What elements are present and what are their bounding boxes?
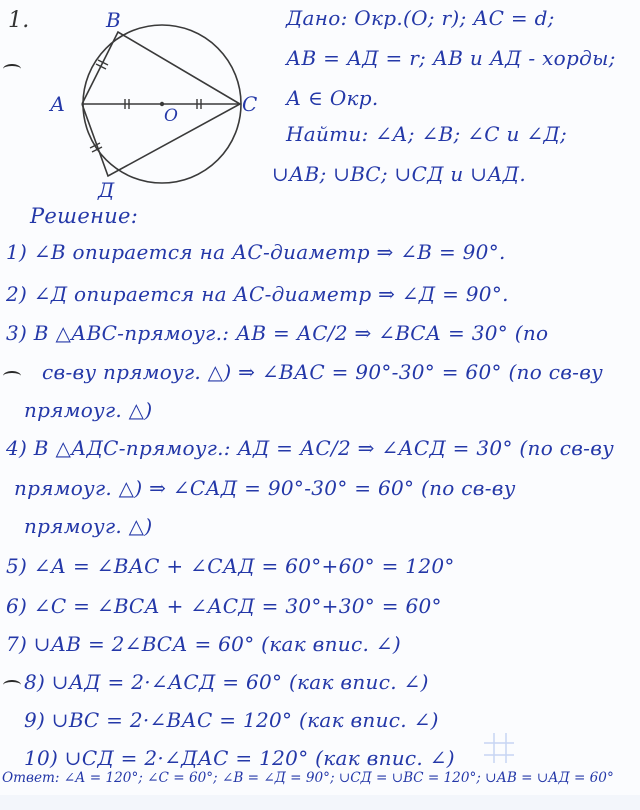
solution-step-4-cont: прямоуг. △) ⇒ ∠САД = 90°-30° = 60° (по св-ву — [14, 476, 516, 500]
given-line-3: А ∈ Окр. — [286, 86, 379, 110]
find-line-1: Найти: ∠А; ∠В; ∠С и ∠Д; — [286, 122, 568, 146]
find-line-2: ∪АВ; ∪ВС; ∪СД и ∪АД. — [272, 162, 526, 186]
point-label-a: А — [50, 92, 66, 116]
solution-heading: Решение: — [30, 204, 139, 228]
solution-step-3: 3) В △АВС-прямоуг.: АВ = АС/2 ⇒ ∠ВСА = 30° (по — [6, 321, 549, 345]
point-label-c: С — [242, 92, 258, 116]
solution-step-8: 8) ∪АД = 2·∠АСД = 60° (как впис. ∠) — [24, 670, 429, 694]
given-line-1: Дано: Окр.(О; r); АС = d; — [286, 6, 555, 30]
solution-step-2: 2) ∠Д опирается на АС-диаметр ⇒ ∠Д = 90°. — [6, 282, 509, 306]
given-line-2: АВ = АД = r; АВ и АД - хорды; — [286, 46, 616, 70]
answer-line: Ответ: ∠А = 120°; ∠С = 60°; ∠В = ∠Д = 90°; ∪СД = ∪ВС = 120°; ∪АВ = ∪АД = 60° — [2, 770, 614, 786]
solution-step-3-cont: св-ву прямоуг. △) ⇒ ∠ВАС = 90°-30° = 60° (по св-ву — [42, 360, 604, 384]
solution-step-7: 7) ∪АВ = 2∠ВСА = 60° (как впис. ∠) — [6, 632, 401, 656]
grid-watermark-icon — [482, 731, 516, 765]
solution-step-3-end: прямоуг. △) — [24, 398, 153, 422]
solution-step-10: 10) ∪СД = 2·∠ДАС = 120° (как впис. ∠) — [24, 746, 455, 770]
solution-step-1: 1) ∠В опирается на АС-диаметр ⇒ ∠В = 90°. — [6, 240, 506, 264]
solution-step-6: 6) ∠С = ∠ВСА + ∠АСД = 30°+30° = 60° — [6, 594, 442, 618]
solution-step-5: 5) ∠А = ∠ВАС + ∠САД = 60°+60° = 120° — [6, 554, 455, 578]
equal-tick-marks — [90, 60, 201, 152]
solution-step-4: 4) В △АДС-прямоуг.: АД = АС/2 ⇒ ∠АСД = 30° (по св-ву — [6, 436, 615, 460]
point-label-o: О — [164, 106, 179, 126]
point-label-d: Д — [98, 178, 115, 202]
point-label-b: В — [106, 8, 121, 32]
problem-number: 1. — [8, 8, 30, 33]
solution-step-9: 9) ∪ВС = 2·∠ВАС = 120° (как впис. ∠) — [24, 708, 439, 732]
solution-step-4-end: прямоуг. △) — [24, 514, 153, 538]
page-bottom-strip — [0, 795, 640, 810]
